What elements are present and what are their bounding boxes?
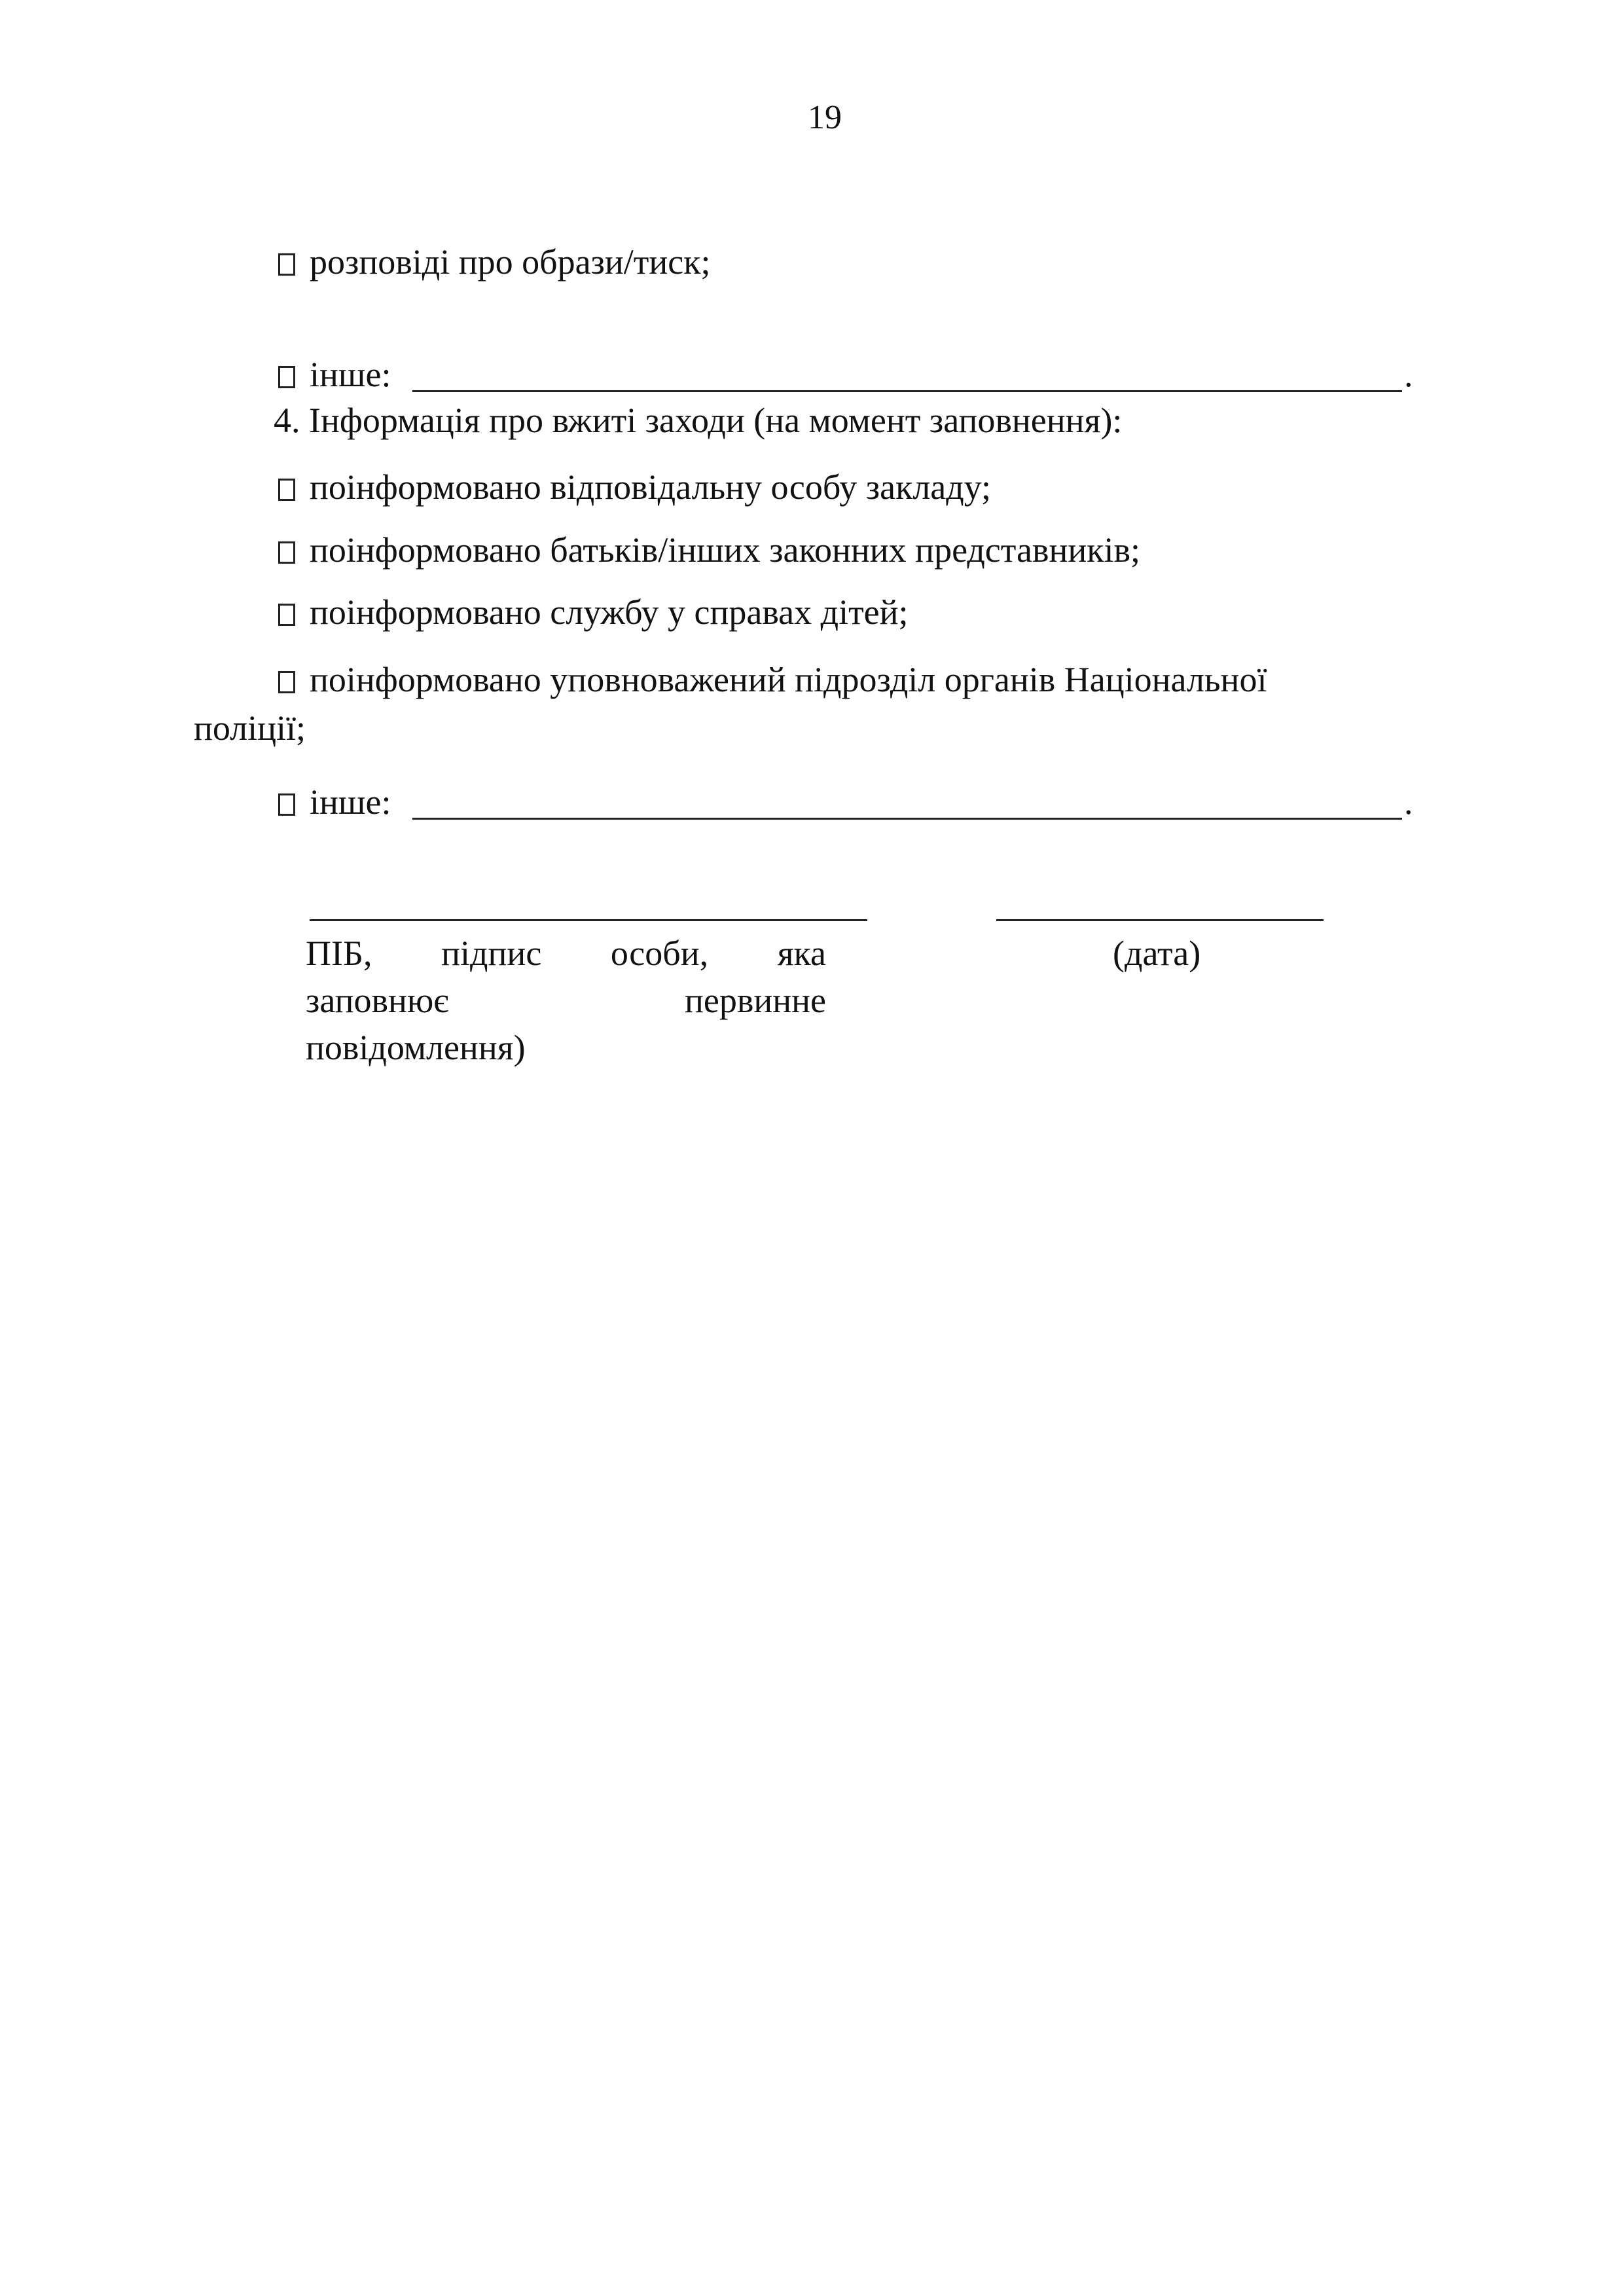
signature-line[interactable] xyxy=(310,919,867,921)
checkbox-item-abuse xyxy=(278,241,710,283)
checkbox-icon[interactable] xyxy=(278,366,295,388)
checkbox-icon[interactable] xyxy=(278,541,295,564)
other-blank-line-2[interactable] xyxy=(412,818,1402,820)
checkbox-icon[interactable] xyxy=(278,671,295,693)
date-line[interactable] xyxy=(996,919,1324,921)
signature-caption-row-1: ПІБ, підпис особи, яка xyxy=(306,934,826,973)
checkbox-item-other-2 xyxy=(278,781,391,823)
date-caption: (дата) xyxy=(1113,934,1201,973)
other-blank-line-1[interactable] xyxy=(412,390,1402,392)
checkbox-item-responsible xyxy=(278,466,991,508)
other-period-1: . xyxy=(1404,355,1413,394)
checkbox-label: поінформовано відповідальну особу закладу; xyxy=(310,467,992,507)
checkbox-label: інше: xyxy=(310,355,391,394)
checkbox-item-child-services xyxy=(278,591,909,633)
page-number: 19 xyxy=(808,99,842,136)
checkbox-icon[interactable] xyxy=(278,604,295,626)
section-4-heading: 4. Інформація про вжиті заходи (на момент заповнення): xyxy=(274,401,1123,440)
checkbox-icon[interactable] xyxy=(278,479,295,501)
checkbox-item-police xyxy=(278,659,1267,701)
checkbox-label: розповіді про образи/тиск; xyxy=(310,242,711,282)
other-period-2: . xyxy=(1404,782,1413,822)
checkbox-icon[interactable] xyxy=(278,793,295,816)
checkbox-label: поінформовано уповноважений підрозділ органів Національної xyxy=(310,660,1267,699)
checkbox-item-police-continuation: поліції; xyxy=(194,708,306,748)
checkbox-label: інше: xyxy=(310,782,391,822)
signature-caption-row-3: повідомлення) xyxy=(306,1028,526,1067)
checkbox-label: поінформовано службу у справах дітей; xyxy=(310,592,909,632)
signature-caption xyxy=(306,930,826,1071)
signature-caption-row-2: заповнює первинне xyxy=(306,981,826,1020)
checkbox-icon[interactable] xyxy=(278,253,295,276)
checkbox-label: поінформовано батьків/інших законних представників; xyxy=(310,530,1141,570)
checkbox-item-parents xyxy=(278,529,1140,571)
checkbox-item-other-1 xyxy=(278,354,391,395)
